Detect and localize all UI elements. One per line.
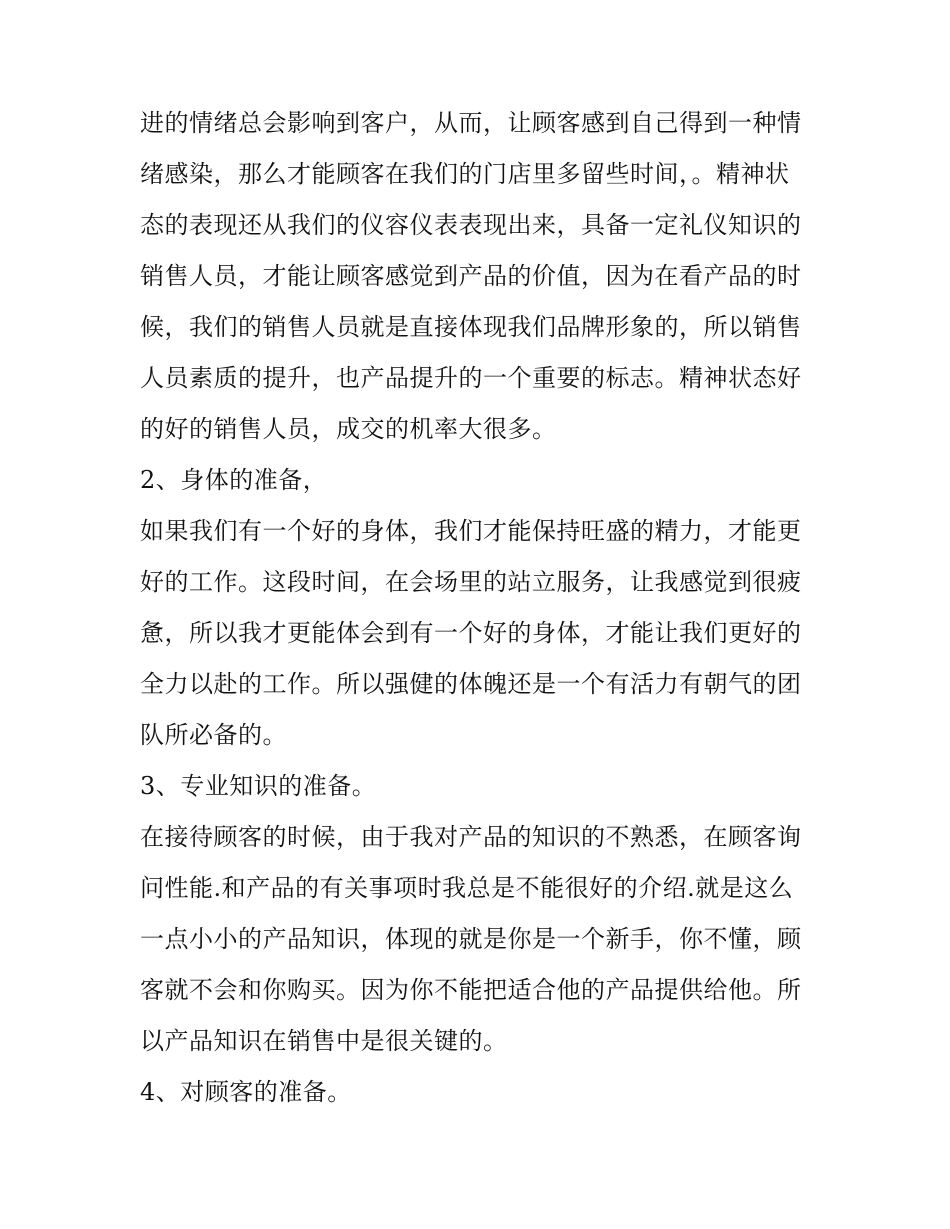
paragraph-line: 进的情绪总会影响到客户，从而，让顾客感到自己得到一种情 [140, 109, 802, 137]
paragraph-line: 问性能.和产品的有关事项时我总是不能很好的介绍.就是这么 [140, 874, 794, 902]
paragraph-line: 一点小小的产品知识，体现的就是你是一个新手，你不懂，顾 [140, 925, 802, 953]
paragraph-line: 人员素质的提升，也产品提升的一个重要的标志。精神状态好 [140, 364, 802, 392]
paragraph-line: 全力以赴的工作。所以强健的体魄还是一个有活力有朝气的团 [140, 670, 802, 698]
section-heading-customer-preparation: 4、对顾客的准备。 [140, 1078, 352, 1106]
section-heading-body-preparation: 2、身体的准备， [140, 466, 328, 494]
paragraph-line: 如果我们有一个好的身体，我们才能保持旺盛的精力，才能更 [140, 517, 802, 545]
paragraph-line: 态的表现还从我们的仪容仪表表现出来，具备一定礼仪知识的 [140, 211, 802, 239]
paragraph-line: 的好的销售人员，成交的机率大很多。 [140, 415, 557, 443]
paragraph-line: 绪感染，那么才能顾客在我们的门店里多留些时间，。精神状 [140, 160, 790, 188]
document-body [140, 98, 812, 1118]
paragraph-line: 销售人员，才能让顾客感觉到产品的价值，因为在看产品的时 [140, 262, 802, 290]
paragraph-line: 惫，所以我才更能体会到有一个好的身体，才能让我们更好的 [140, 619, 802, 647]
paragraph-line: 好的工作。这段时间，在会场里的站立服务，让我感觉到很疲 [140, 568, 802, 596]
paragraph-line: 候，我们的销售人员就是直接体现我们品牌形象的，所以销售 [140, 313, 802, 341]
section-heading-knowledge-preparation: 3、专业知识的准备。 [140, 772, 377, 800]
paragraph-line: 在接待顾客的时候，由于我对产品的知识的不熟悉，在顾客询 [140, 823, 802, 851]
paragraph-line: 队所必备的。 [140, 721, 287, 749]
paragraph-line: 以产品知识在销售中是很关键的。 [140, 1027, 508, 1055]
paragraph-line: 客就不会和你购买。因为你不能把适合他的产品提供给他。所 [140, 976, 802, 1004]
